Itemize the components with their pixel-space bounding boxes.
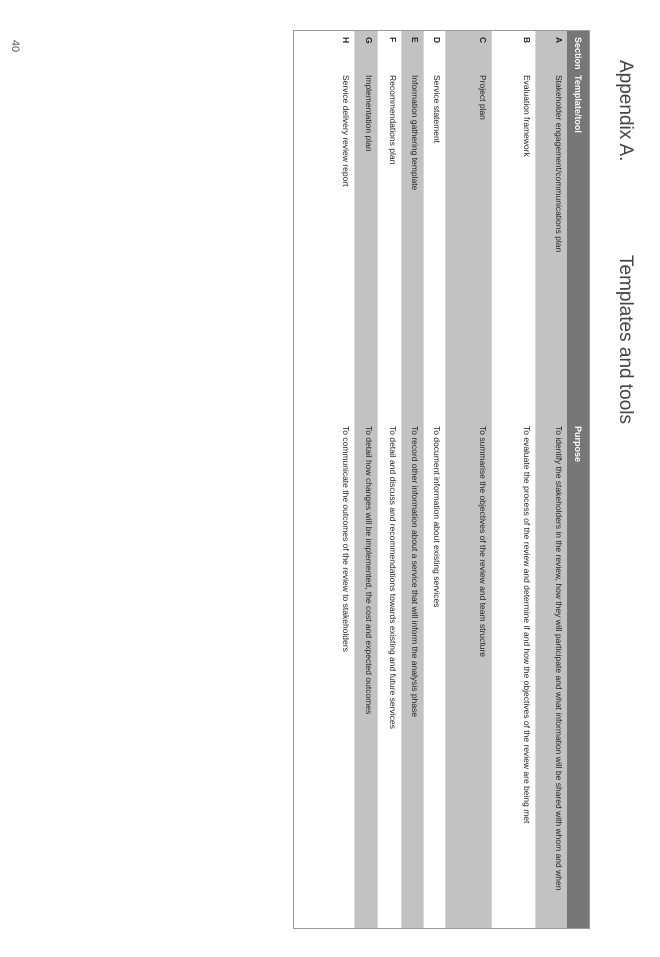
templates-table — [293, 30, 590, 929]
tool-cell: Information gathering template — [410, 75, 420, 191]
section-cell: H — [341, 37, 351, 44]
tool-cell: Implementation plan — [364, 75, 374, 152]
section-cell: G — [364, 37, 374, 44]
table-header-row — [567, 31, 589, 928]
purpose-cell: To evaluate the process of the review and determine if and how the objectives of the review are being met — [522, 426, 532, 824]
section-cell: F — [388, 37, 398, 43]
purpose-cell: To communicate the outcomes of the review to stakeholders — [341, 426, 351, 652]
section-cell: D — [432, 37, 442, 44]
section-cell: E — [410, 37, 420, 43]
section-cell: A — [554, 37, 564, 44]
header-section: Section — [573, 37, 584, 70]
purpose-cell: To identify the stakeholders in the review, how they will participate and what information will be shared with whom and when — [554, 426, 564, 891]
table-row — [423, 31, 445, 928]
table-row — [377, 31, 401, 928]
tool-cell: Project plan — [478, 75, 488, 120]
table-row — [401, 31, 423, 928]
section-cell: B — [522, 37, 532, 44]
table-row — [491, 31, 535, 928]
purpose-cell: To detail and discuss and recommendations towards existing and future services — [388, 426, 398, 729]
header-template-tool: Template/tool — [573, 75, 584, 133]
purpose-cell: To record other information about a service that will inform the analysis phase — [410, 426, 420, 718]
header-purpose: Purpose — [573, 426, 584, 463]
tool-cell: Evaluation framework — [522, 75, 532, 157]
section-cell: C — [478, 37, 488, 44]
table-row — [294, 31, 354, 928]
page-number: 40 — [9, 39, 21, 53]
purpose-cell: To detail how changes will be implemented, the cost and expected outcomes — [364, 426, 374, 715]
table-row — [445, 31, 491, 928]
tool-cell: Service delivery review report — [341, 75, 351, 187]
tool-cell: Recommendations plan — [388, 75, 398, 165]
purpose-cell: To document information about existing services — [432, 426, 442, 608]
tool-cell: Service statement — [432, 75, 442, 144]
purpose-cell: To summarise the objectives of the review and team structure — [478, 426, 488, 658]
page-heading — [608, 60, 640, 940]
table-row — [354, 31, 377, 928]
tool-cell: Stakeholder engagement/communications plan — [554, 75, 564, 253]
appendix-label: Appendix A. — [615, 60, 636, 162]
table-row — [535, 31, 567, 928]
page-title: Templates and tools — [615, 255, 636, 424]
